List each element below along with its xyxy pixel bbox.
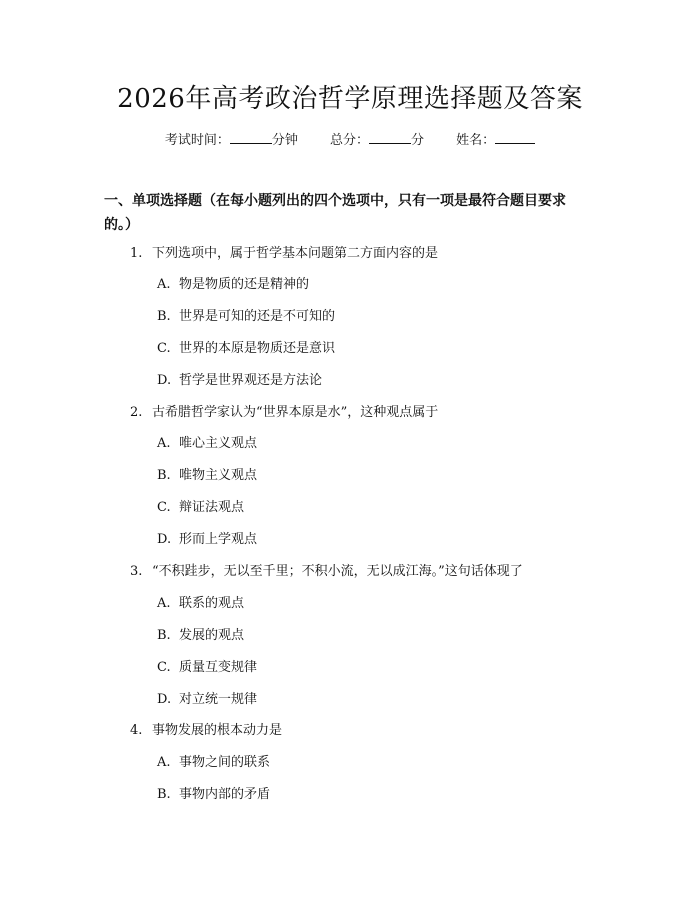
question-3 bbox=[130, 562, 523, 582]
option-text: 发展的观点 bbox=[179, 628, 245, 643]
total-score-field bbox=[330, 133, 424, 148]
option-text: 物是物质的还是精神的 bbox=[179, 277, 310, 292]
name-blank bbox=[495, 131, 535, 144]
exam-time-field bbox=[165, 133, 298, 148]
option-text: 世界是可知的还是不可知的 bbox=[179, 309, 336, 324]
option-letter: C. bbox=[157, 500, 171, 515]
exam-time-unit: 分钟 bbox=[271, 133, 298, 148]
option-letter: A. bbox=[157, 277, 171, 292]
section-title: 一、单项选择题（在每小题列出的四个选项中，只有一项是最符合题目要求的。） bbox=[104, 193, 566, 233]
question-1-option-b bbox=[157, 307, 335, 327]
question-1-option-d bbox=[157, 371, 322, 391]
option-text: 唯物主义观点 bbox=[179, 468, 258, 483]
total-score-label: 总分： bbox=[329, 133, 369, 148]
question-4-option-b bbox=[157, 785, 270, 805]
question-3-option-b bbox=[157, 626, 244, 646]
question-2 bbox=[130, 403, 438, 423]
page-title: 2026年高考政治哲学原理选择题及答案 bbox=[117, 84, 583, 114]
option-text: 对立统一规律 bbox=[179, 692, 258, 707]
option-letter: B. bbox=[157, 787, 171, 802]
question-text: 古希腊哲学家认为“世界本原是水”，这种观点属于 bbox=[152, 405, 439, 420]
question-text: 下列选项中，属于哲学基本问题第二方面内容的是 bbox=[152, 246, 439, 261]
option-letter: A. bbox=[157, 436, 171, 451]
option-letter: D. bbox=[157, 373, 172, 388]
question-text: “不积跬步，无以至千里；不积小流，无以成江海。”这句话体现了 bbox=[152, 564, 523, 579]
option-letter: B. bbox=[157, 628, 171, 643]
question-3-option-c bbox=[157, 658, 257, 678]
option-letter: C. bbox=[157, 341, 171, 356]
question-2-option-b bbox=[157, 466, 257, 486]
exam-time-label: 考试时间： bbox=[164, 133, 230, 148]
option-letter: D. bbox=[157, 532, 172, 547]
question-number: 1. bbox=[130, 246, 143, 261]
option-text: 哲学是世界观还是方法论 bbox=[179, 373, 323, 388]
question-4-option-a bbox=[157, 753, 270, 773]
question-3-option-a bbox=[157, 594, 244, 614]
option-letter: B. bbox=[157, 309, 171, 324]
exam-info-line bbox=[0, 131, 700, 151]
option-letter: C. bbox=[157, 660, 171, 675]
option-text: 事物内部的矛盾 bbox=[179, 787, 271, 802]
name-field bbox=[456, 133, 535, 148]
exam-time-blank bbox=[230, 131, 272, 144]
option-letter: A. bbox=[157, 755, 171, 770]
option-text: 辩证法观点 bbox=[179, 500, 245, 515]
question-1-option-a bbox=[157, 275, 309, 295]
question-2-option-c bbox=[157, 498, 244, 518]
question-4 bbox=[130, 721, 282, 741]
question-1-option-c bbox=[157, 339, 335, 359]
total-score-blank bbox=[369, 131, 411, 144]
question-number: 4. bbox=[130, 723, 143, 738]
total-score-unit: 分 bbox=[411, 133, 425, 148]
name-label: 姓名： bbox=[456, 133, 496, 148]
question-text: 事物发展的根本动力是 bbox=[152, 723, 283, 738]
question-number: 3. bbox=[130, 564, 143, 579]
option-letter: A. bbox=[157, 596, 171, 611]
question-1 bbox=[130, 244, 438, 264]
option-letter: D. bbox=[157, 692, 172, 707]
question-3-option-d bbox=[157, 690, 257, 710]
option-text: 事物之间的联系 bbox=[179, 755, 271, 770]
option-text: 形而上学观点 bbox=[179, 532, 258, 547]
option-letter: B. bbox=[157, 468, 171, 483]
question-2-option-d bbox=[157, 530, 257, 550]
option-text: 联系的观点 bbox=[179, 596, 245, 611]
option-text: 质量互变规律 bbox=[179, 660, 258, 675]
option-text: 唯心主义观点 bbox=[179, 436, 258, 451]
question-number: 2. bbox=[130, 405, 143, 420]
option-text: 世界的本原是物质还是意识 bbox=[179, 341, 336, 356]
question-2-option-a bbox=[157, 434, 257, 454]
